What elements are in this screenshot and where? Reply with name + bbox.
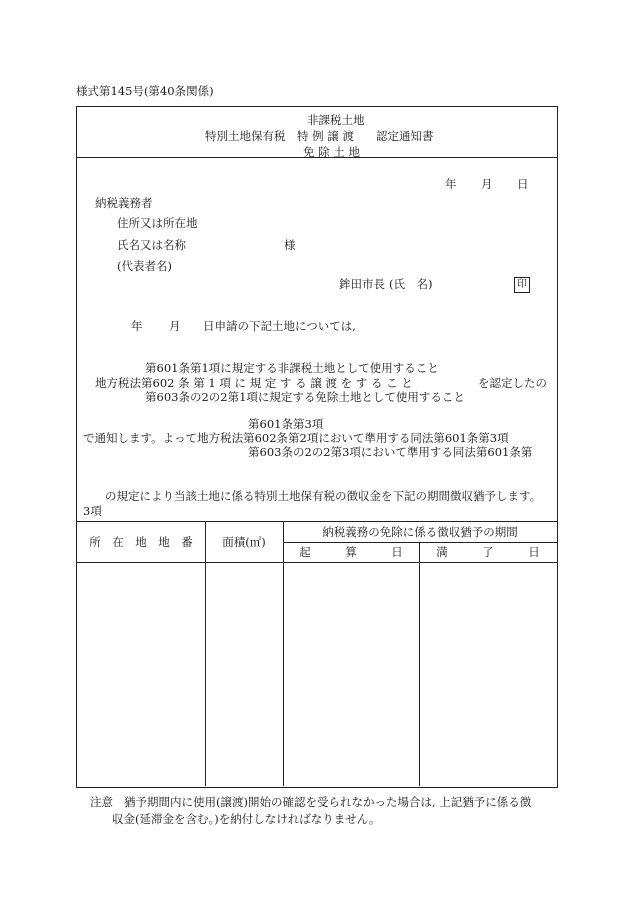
title-mid: 特 例 譲 渡 xyxy=(297,129,354,143)
col-header-area: 面積(㎡) xyxy=(222,535,266,549)
title-bottom: 免 除 土 地 xyxy=(303,145,360,159)
taxpayer-representative: (代表者名) xyxy=(117,259,172,273)
application-year: 年 xyxy=(131,319,143,333)
notice-line4: の規定により当該土地に係る特別土地保有税の徴収金を下記の期間徴収猶予します。 xyxy=(105,489,542,503)
notice-line3: 第603条の2の2第3項において準用する同法第601条第 xyxy=(248,445,533,459)
table-top-border xyxy=(77,521,557,522)
notice-form xyxy=(76,106,558,788)
notice-line2: で通知します。よって地方税法第602条第2項において準用する同法第601条第3項 xyxy=(83,431,509,445)
certification-line3: 第603条の2の2第1項に規定する免除土地として使用すること xyxy=(145,390,465,404)
table-header-border xyxy=(77,562,557,563)
notice-line5: 3項 xyxy=(83,504,102,518)
title-right: 認定通知書 xyxy=(376,129,434,143)
date-day: 日 xyxy=(517,177,529,191)
period-subheader-border xyxy=(283,542,557,543)
date-year: 年 xyxy=(445,177,457,191)
col-header-period: 納税義務の免除に係る徴収猶予の期間 xyxy=(322,525,518,539)
application-text: 日申請の下記土地については, xyxy=(203,319,356,333)
col-header-start: 起 算 日 xyxy=(299,545,403,559)
taxpayer-name: 氏名又は名称 xyxy=(117,238,186,252)
note-line2: 収金(延滞金を含む。)を納付しなければなりません。 xyxy=(112,812,381,826)
seal-mark: 印 xyxy=(514,277,530,293)
taxpayer-address: 住所又は所在地 xyxy=(117,216,198,230)
date-month: 月 xyxy=(481,177,493,191)
title-top: 非課税土地 xyxy=(307,113,365,127)
note-line1: 猶予期間内に使用(譲渡)開始の確認を受られなかった場合は, 上記猶予に係る徴 xyxy=(124,795,532,809)
table-divider-1 xyxy=(205,521,206,786)
certification-line2-left: 地方税法第602 条 第 1 項 に 規 定 す る 譲 渡 を す る こ と xyxy=(95,376,413,390)
title-left: 特別土地保有税 xyxy=(205,129,286,143)
certification-line1: 第601条第1項に規定する非課税土地として使用すること xyxy=(145,361,439,375)
notice-line1: 第601条第3項 xyxy=(248,417,324,431)
col-header-location: 所 在 地 地 番 xyxy=(89,535,193,549)
table-divider-3 xyxy=(419,542,420,786)
form-number: 様式第145号(第40条関係) xyxy=(76,84,214,98)
application-month: 月 xyxy=(169,319,181,333)
issuer-mayor: 鉾田市長 xyxy=(339,277,385,291)
certification-line2-right: を認定したの xyxy=(478,376,547,390)
note-label: 注意 xyxy=(90,795,113,809)
taxpayer-heading: 納税義務者 xyxy=(95,196,153,210)
taxpayer-honorific: 様 xyxy=(284,238,296,252)
table-divider-2 xyxy=(283,521,284,786)
issuer-name: (氏 名) xyxy=(389,277,433,291)
title-divider xyxy=(77,157,557,158)
col-header-end: 満 了 日 xyxy=(436,545,540,559)
